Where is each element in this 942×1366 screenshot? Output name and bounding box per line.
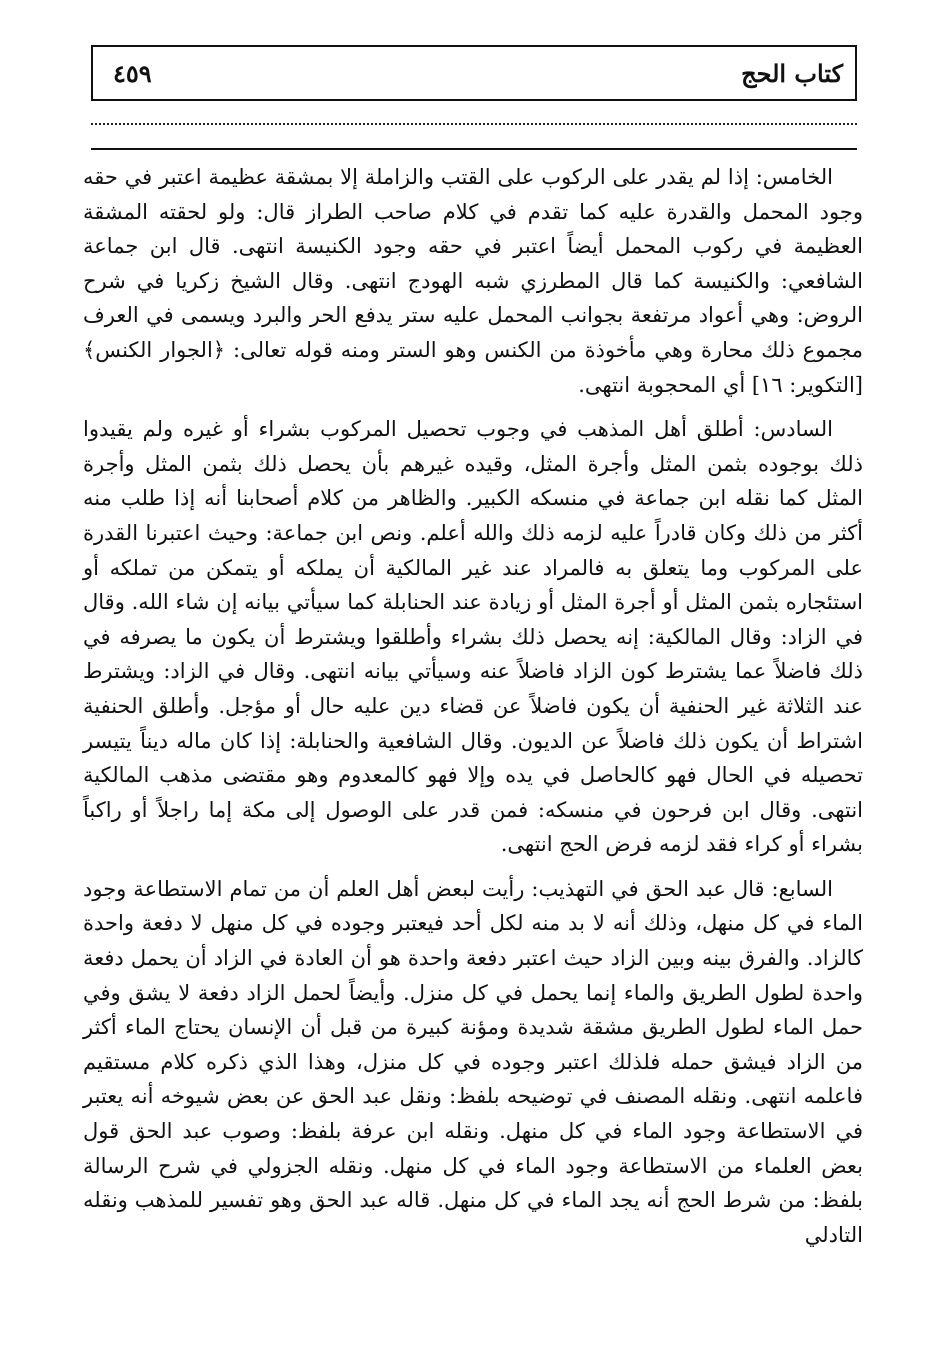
paragraph-seventh: السابع: قال عبد الحق في التهذيب: رأيت لبعض أهل العلم أن من تمام الاستطاعة وجود الماء في كل منهل، وذلك أنه لا بد منه لكل أحد فيعتبر وجوده في كل منهل لا دفعة واحدة كالزاد. والفرق بينه وبين الزاد حيث اعتبر دفعة واحدة هو أن العادة في الزاد أن يحمل دفعة واحدة لطول الطريق والماء إنما يحمل في كل منزل. وأيضاً لحمل الزاد دفعة لا يشق وفي حمل الماء لطول الطريق مشقة شديدة ومؤنة كبيرة من قبل أن الإنسان يحتاج الماء أكثر من الزاد فيشق حمله فلذلك اعتبر وجوده في كل منزل، وهذا الذي ذكره كلام مستقيم فاعلمه انتهى. ونقله المصنف في توضيحه بلفظ: ونقل عبد الحق عن بعض شيوخه أنه يعتبر في الاستطاعة وجود الماء في كل منهل. ونقله ابن عرفة بلفظ: وصوب عبد الحق قول بعض العلماء من الاستطاعة وجود الماء في كل منهل. ونقله الجزولي في شرح الرسالة بلفظ: من شرط الحج أنه يجد الماء في كل منهل. قاله عبد الحق وهو تفسير للمذهب ونقله التادلي bbox=[83, 876, 863, 1247]
dotted-divider bbox=[91, 123, 857, 125]
chapter-title: كتاب الحج bbox=[741, 59, 843, 88]
page-number: ٤٥٩ bbox=[113, 59, 152, 88]
header-rule bbox=[91, 148, 857, 150]
main-text bbox=[83, 160, 863, 1262]
paragraph-sixth: السادس: أطلق أهل المذهب في وجوب تحصيل المركوب بشراء أو غيره ولم يقيدوا ذلك بوجوده بثمن المثل وأجرة المثل، وقيده غيرهم بأن يحصل ذلك بثمن المثل وأجرة المثل كما نقله ابن جماعة في منسكه الكبير. والظاهر من كلام أصحابنا أنه إذا طلب منه أكثر من ذلك وكان قادراً عليه لزمه ذلك والله أعلم. ونص ابن جماعة: وحيث اعتبرنا القدرة على المركوب وما يتعلق به فالمراد عند غير المالكية أن يملكه أو يتمكن من تملكه أو استئجاره بثمن المثل أو أجرة المثل أو زيادة عند الحنابلة كما سيأتي بيانه إن شاء الله. وقال في الزاد: وقال المالكية: إنه يحصل ذلك بشراء وأطلقوا ويشترط أن يكون ما يصرفه في ذلك فاضلاً عما يشترط كون الزاد فاضلاً عنه وسيأتي بيانه انتهى. وقال في الزاد: ويشترط عند الثلاثة غير الحنفية أن يكون فاضلاً عن قضاء دين عليه حال أو مؤجل. وأطلق الحنفية اشتراط أن يكون ذلك فاضلاً عن الديون. وقال الشافعية والحنابلة: إذا كان ماله ديناً يتيسر تحصيله في الحال فهو كالحاصل في يده وإلا فهو كالمعدوم وهو مقتضى مذهب المالكية انتهى. وقال ابن فرحون في منسكه: فمن قدر على الوصول إلى مكة إما راجلاً أو راكباً بشراء أو كراء فقد لزمه فرض الحج انتهى. bbox=[83, 417, 863, 857]
page-header bbox=[91, 45, 857, 101]
paragraph-fifth: الخامس: إذا لم يقدر على الركوب على القتب والزاملة إلا بمشقة عظيمة اعتبر في حقه وجود المحمل والقدرة عليه كما تقدم في كلام صاحب الطراز قال: ولو لحقته المشقة العظيمة في ركوب المحمل أيضاً اعتبر في حقه وجود الكنيسة انتهى. قال ابن جماعة الشافعي: والكنيسة كما قال المطرزي شبه الهودج انتهى. وقال الشيخ زكريا في شرح الروض: وهي أعواد مرتفعة بجوانب المحمل عليه ستر يدفع الحر والبرد ويسمى في العرف مجموع ذلك محارة وهي مأخوذة من الكنس وهو الستر ومنه قوله تعالى: ﴿الجوار الكنس﴾ [التكوير: ١٦] أي المحجوبة انتهى. bbox=[83, 165, 863, 397]
